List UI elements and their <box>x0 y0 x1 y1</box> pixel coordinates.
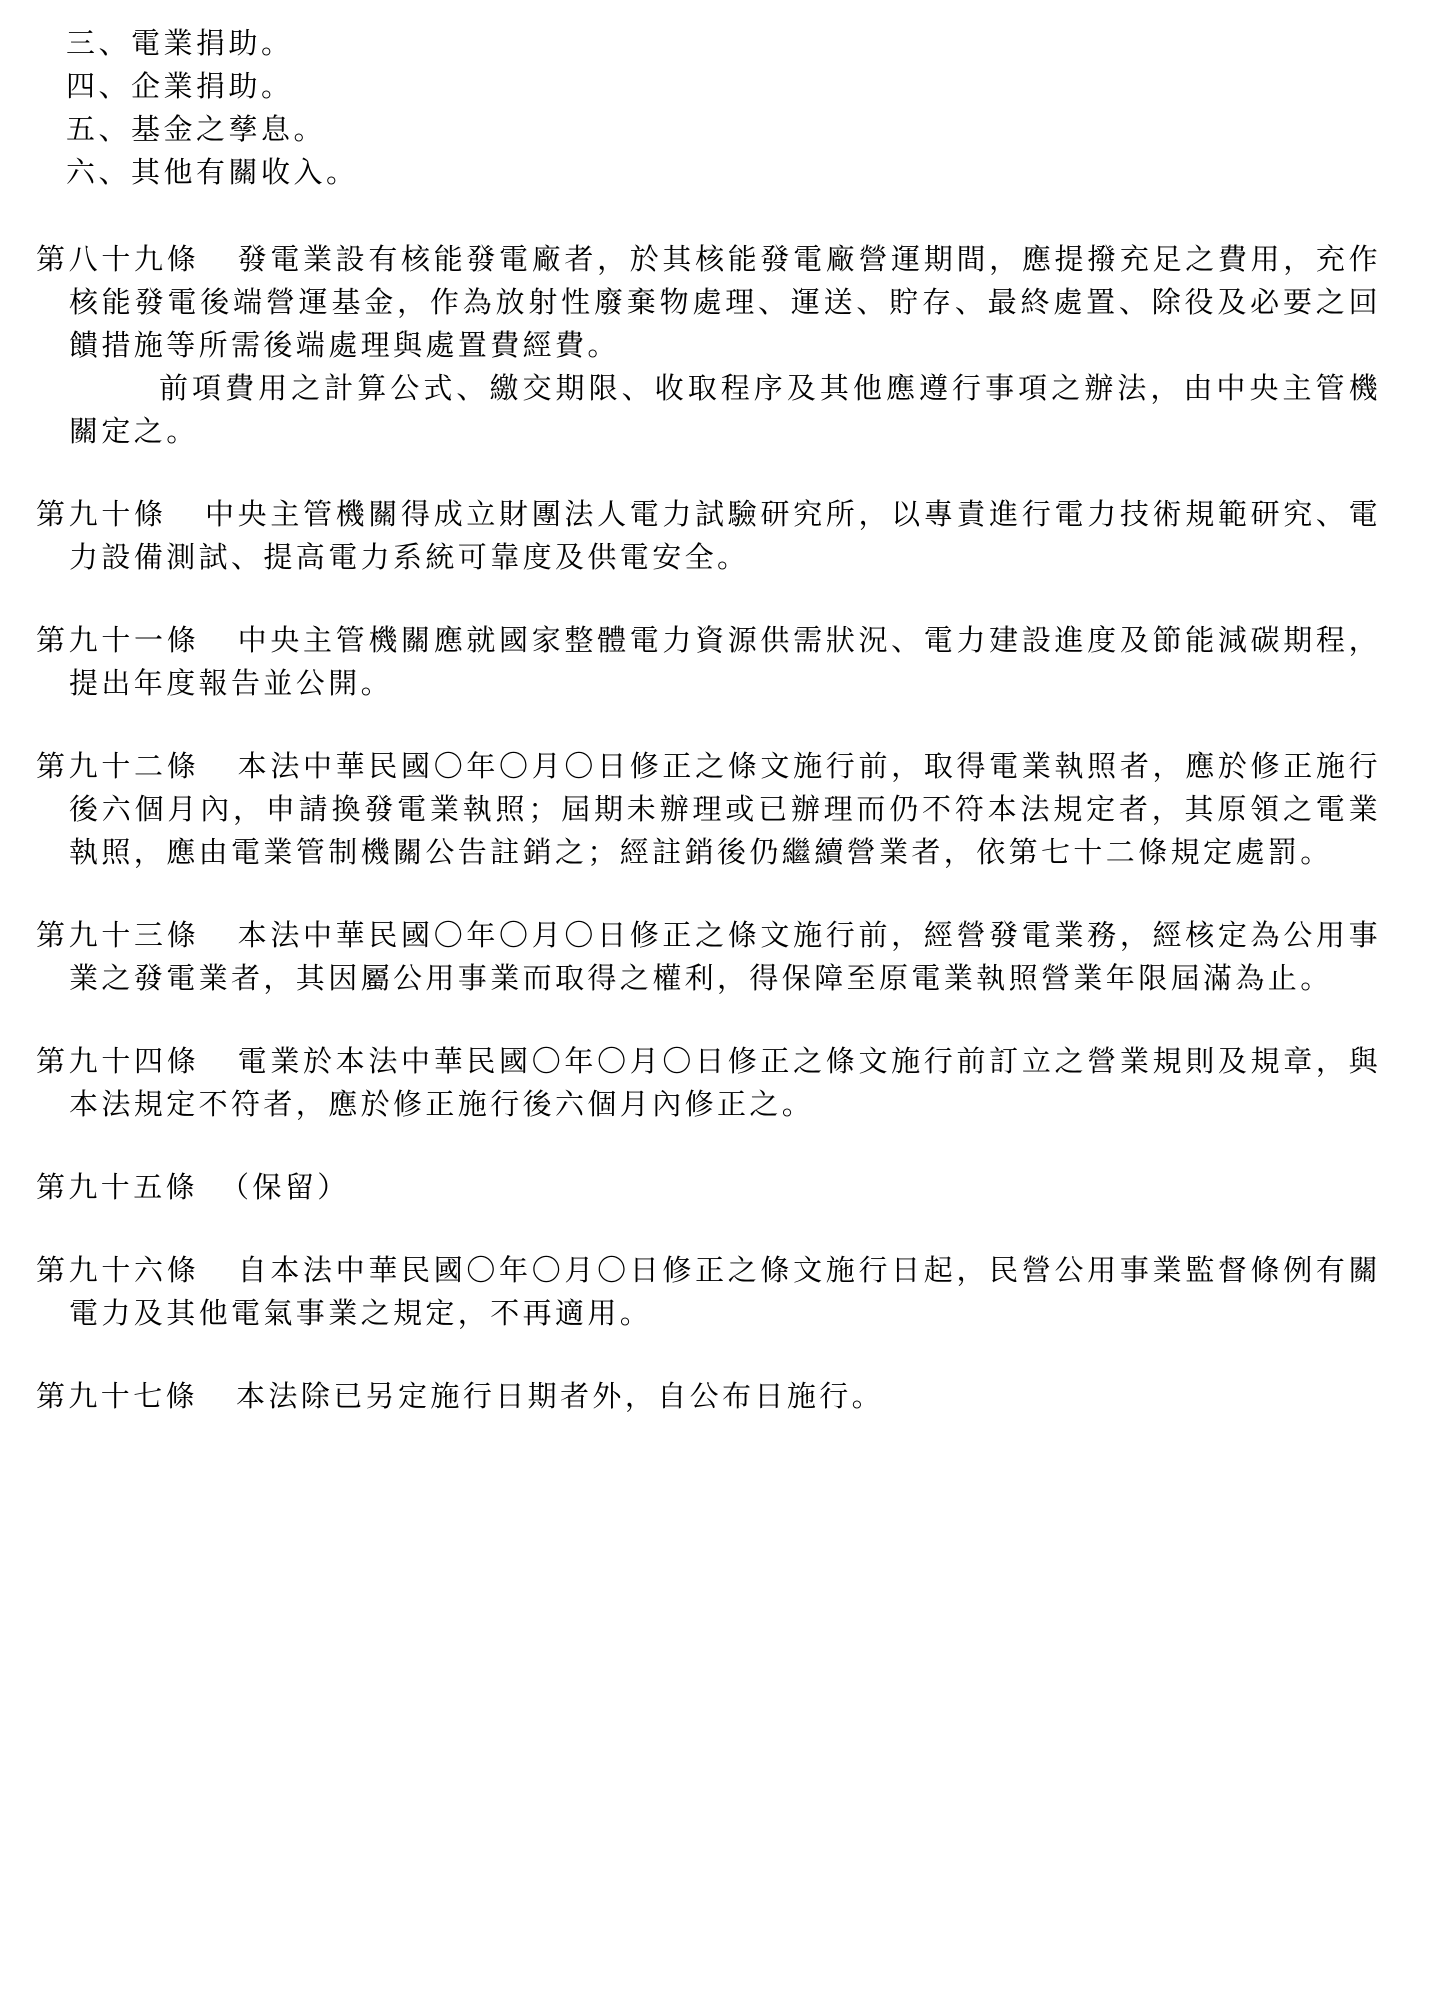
document-content <box>36 22 1381 1418</box>
article-number: 第九十五條 <box>36 1170 199 1204</box>
article-95 <box>36 1166 1381 1209</box>
article-text: 本法中華民國〇年〇月〇日修正之條文施行前，經營發電業務，經核定為公用事業之發電業者，其因屬公用事業而取得之權利，得保障至原電業執照營業年限屆滿為止。 <box>69 918 1381 995</box>
article-text: 本法除已另定施行日期者外，自公布日施行。 <box>236 1379 885 1413</box>
article-89 <box>36 238 1381 453</box>
article-number: 第九十條 <box>36 497 167 531</box>
article-text: 電業於本法中華民國〇年〇月〇日修正之條文施行前訂立之營業規則及規章，與本法規定不符者，應於修正施行後六個月內修正之。 <box>69 1044 1381 1121</box>
article-text: 中央主管機關得成立財團法人電力試驗研究所，以專責進行電力技術規範研究、電力設備測試、提高電力系統可靠度及供電安全。 <box>69 497 1381 574</box>
article-number: 第九十六條 <box>36 1253 200 1287</box>
article-text: 中央主管機關應就國家整體電力資源供需狀況、電力建設進度及節能減碳期程，提出年度報告並公開。 <box>69 623 1381 700</box>
article-text: （保留） <box>220 1170 350 1204</box>
article-number: 第九十七條 <box>36 1379 199 1413</box>
article-number: 第九十四條 <box>36 1044 200 1078</box>
article-text: 發電業設有核能發電廠者，於其核能發電廠營運期間，應提撥充足之費用，充作核能發電後端營運基金，作為放射性廢棄物處理、運送、貯存、最終處置、除役及必要之回饋措施等所需後端處理與處置費經費。 <box>69 242 1381 362</box>
article-97 <box>36 1375 1381 1418</box>
article-text: 本法中華民國〇年〇月〇日修正之條文施行前，取得電業執照者，應於修正施行後六個月內，申請換發電業執照；屆期未辦理或已辦理而仍不符本法規定者，其原領之電業執照，應由電業管制機關公告註銷之；經註銷後仍繼續營業者，依第七十二條規定處罰。 <box>69 749 1381 869</box>
article-number: 第九十一條 <box>36 623 200 657</box>
article-text: 前項費用之計算公式、繳交期限、收取程序及其他應遵行事項之辦法，由中央主管機關定之。 <box>69 371 1381 448</box>
article-90 <box>36 493 1381 579</box>
article-number: 第九十二條 <box>36 749 200 783</box>
income-list <box>36 22 1381 194</box>
list-item: 三、電業捐助。 <box>66 26 294 60</box>
article-number: 第八十九條 <box>36 242 200 276</box>
article-91 <box>36 619 1381 705</box>
article-93 <box>36 914 1381 1000</box>
article-paragraph <box>36 367 1381 453</box>
list-item: 五、基金之孳息。 <box>66 112 327 146</box>
article-paragraph <box>36 238 1381 367</box>
article-paragraph <box>36 1040 1381 1126</box>
article-paragraph <box>36 1249 1381 1335</box>
article-96 <box>36 1249 1381 1335</box>
list-item: 六、其他有關收入。 <box>66 155 359 189</box>
article-paragraph <box>36 914 1381 1000</box>
list-item: 四、企業捐助。 <box>66 69 294 103</box>
article-paragraph <box>36 493 1381 579</box>
article-paragraph <box>36 1375 1381 1418</box>
article-text: 自本法中華民國〇年〇月〇日修正之條文施行日起，民營公用事業監督條例有關電力及其他電氣事業之規定，不再適用。 <box>69 1253 1381 1330</box>
article-paragraph <box>36 1166 1381 1209</box>
article-number: 第九十三條 <box>36 918 200 952</box>
article-94 <box>36 1040 1381 1126</box>
article-92 <box>36 745 1381 874</box>
article-paragraph <box>36 619 1381 705</box>
article-paragraph <box>36 745 1381 874</box>
